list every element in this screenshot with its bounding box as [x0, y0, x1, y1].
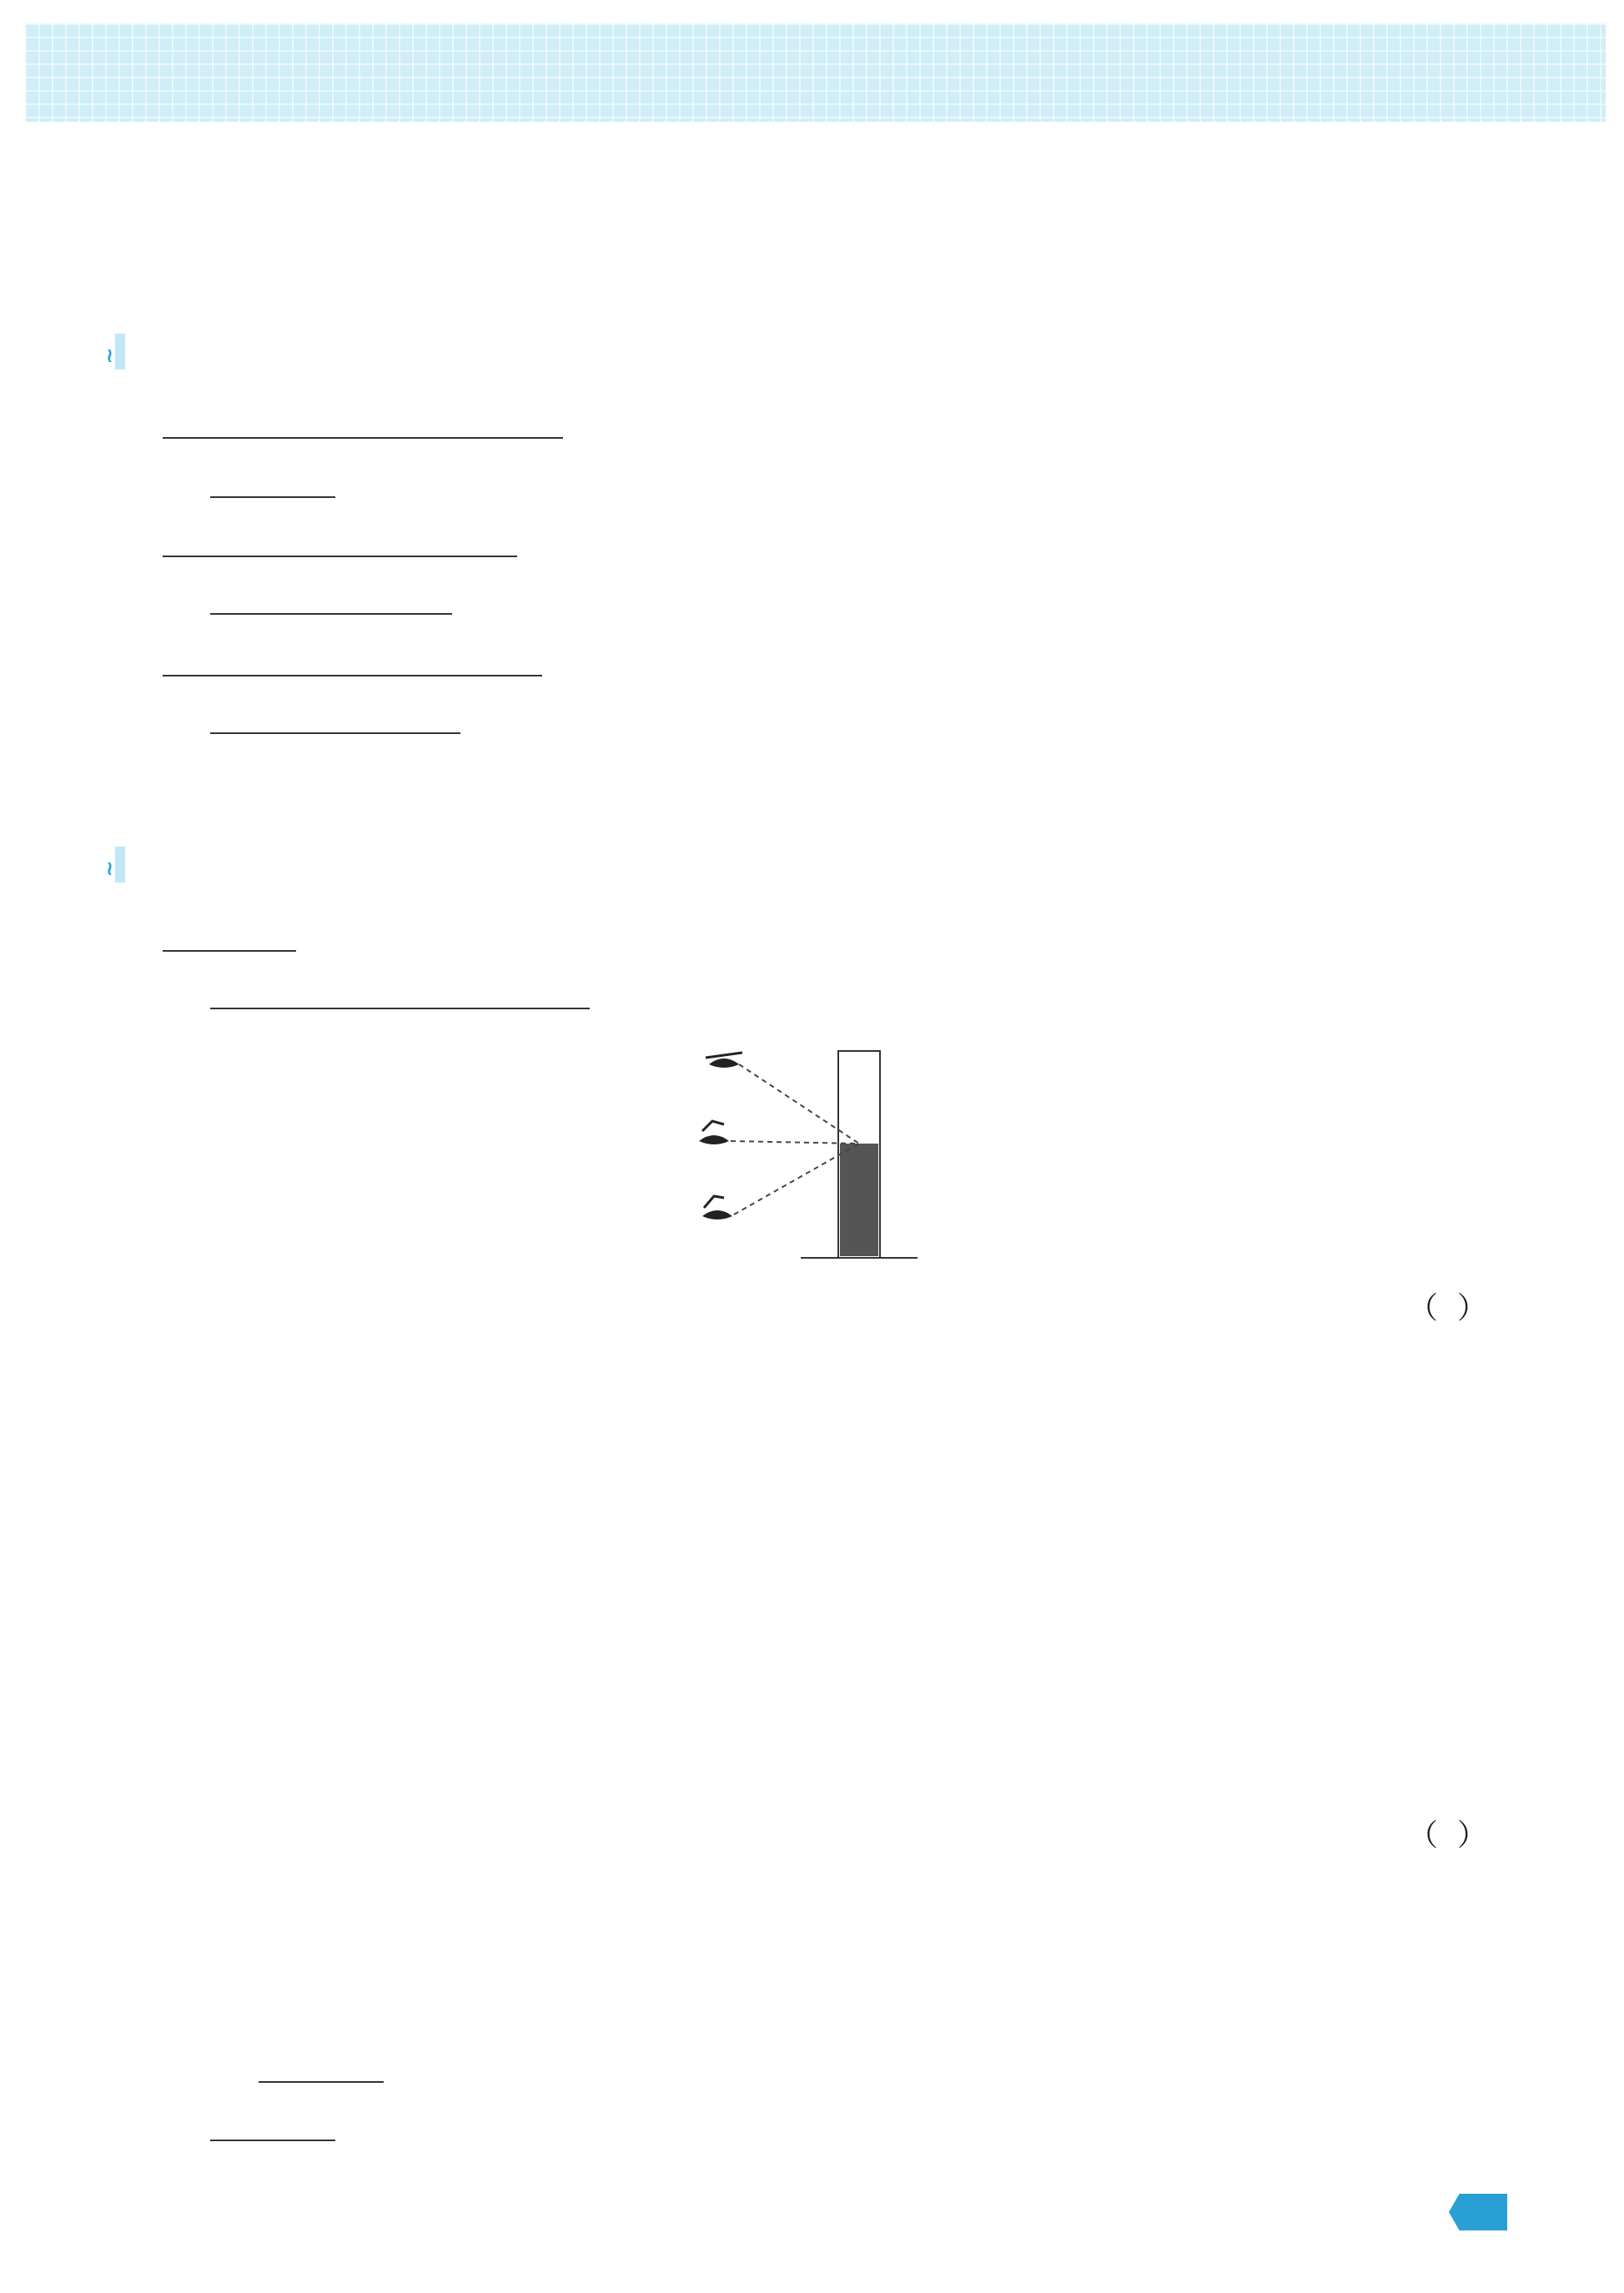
- answer-blank[interactable]: [210, 2140, 335, 2141]
- guide-q3-line2: [210, 705, 460, 745]
- answer-blank[interactable]: [163, 556, 517, 557]
- section-label-right: [115, 334, 125, 370]
- answer-blank[interactable]: [460, 1008, 590, 1009]
- liquid-column: [840, 1144, 878, 1256]
- eye-icon-yi: [699, 1121, 729, 1144]
- section-knowledge-guide: [104, 334, 125, 370]
- answer-blank[interactable]: [335, 732, 460, 734]
- section-label-right: [115, 847, 125, 883]
- answer-blank[interactable]: [296, 437, 430, 439]
- hw-q2-answer[interactable]: （ ）: [1408, 1291, 1487, 1325]
- hw-q1-line1: [163, 922, 296, 963]
- answer-blank[interactable]: [163, 437, 296, 439]
- answer-blank[interactable]: [210, 732, 335, 734]
- answer-blank[interactable]: [210, 1008, 335, 1009]
- hw-q3-answer[interactable]: （ ）: [1408, 1818, 1487, 1853]
- guide-q1-line1: [163, 409, 563, 450]
- answer-blank[interactable]: [417, 675, 542, 676]
- eye-icon-bing: [702, 1196, 732, 1219]
- answer-blank[interactable]: [430, 437, 563, 439]
- hw-q4-part2: [210, 2112, 335, 2152]
- guide-q2-line2: [210, 586, 452, 626]
- hw-q1-line2: [210, 980, 590, 1020]
- answer-blank[interactable]: [335, 613, 452, 615]
- answer-blank[interactable]: [163, 950, 296, 952]
- wave-icon: ≀: [106, 344, 113, 367]
- section-classwork: [104, 847, 125, 883]
- answer-blank[interactable]: [259, 2081, 384, 2083]
- header-band: [25, 23, 1606, 122]
- hw-q4-part1-answer: [259, 2054, 384, 2094]
- answer-blank[interactable]: [210, 496, 335, 498]
- answer-blank[interactable]: [335, 1008, 460, 1009]
- page-number: [1449, 2194, 1507, 2230]
- eye-icon-jia: [706, 1053, 742, 1068]
- wave-icon: ≀: [106, 857, 113, 880]
- answer-blank[interactable]: [288, 675, 417, 676]
- answer-blank[interactable]: [163, 675, 288, 676]
- answer-blank[interactable]: [210, 613, 335, 615]
- guide-q2-line1: [163, 527, 517, 568]
- guide-q1-line2: [210, 469, 335, 509]
- graduated-cylinder-figure: [659, 1033, 943, 1266]
- guide-q3-line1: [163, 646, 542, 687]
